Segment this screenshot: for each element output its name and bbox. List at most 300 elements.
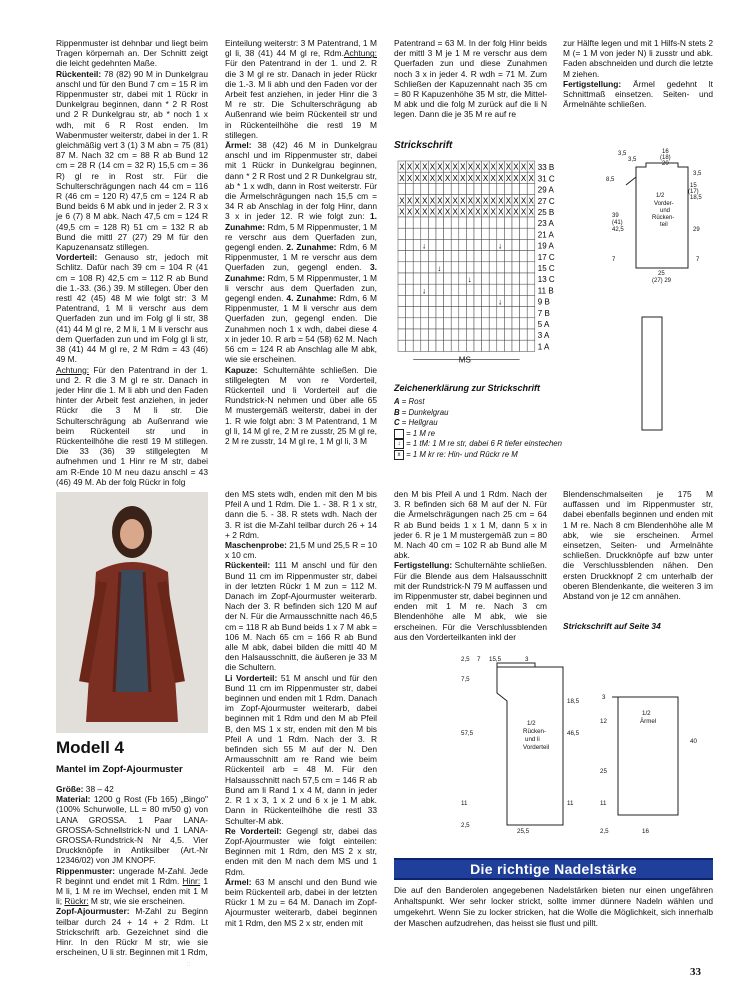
hilfsnadel-text: zur Hälfte legen und mit 1 Hilfs-N stets 2 M (= 1 M von jeder N) li zusstr und abk. Faden abschneiden und durch die letzte M ziehen. bbox=[563, 38, 713, 79]
chart-cell bbox=[512, 251, 520, 262]
legend bbox=[394, 397, 564, 461]
chart-cell bbox=[466, 251, 474, 262]
li-vorderteil-text: 51 M anschl und für den Bund 11 cm im Rippenmuster str, dabei beginnen und enden mit 1 Rdm. Danach im Zopf-Ajourmuster weiterarb, dabei beginnen mit 1 Rdm und den M ab Pfeil B, den MS 1 x str, enden mit den M bis Pfeil A und 1 Rdm. Nach der 3. R befinden sich 55 M auf der N. Den Armausschnitt am re Rand wie beim Rückenteil arb = 48 M. Für den Halsausschnitt nach 57,5 cm = 146 R ab Bund am li Rand 1 x 4 M, dann in jeder 2. R 1 x 3, 1 x 2 und 6 x je 1 M abk. Dann in Rückenteilhöhe die restl 33 Schulter-M abk. bbox=[225, 672, 378, 826]
chart-cell bbox=[520, 329, 528, 340]
arrow-symbol-icon: ↓ bbox=[394, 439, 404, 449]
measurement-label: 3,5 bbox=[628, 157, 637, 163]
measurement-label: 15,5 bbox=[489, 656, 502, 663]
chart-cross-mark: X bbox=[437, 207, 443, 217]
chart-cell bbox=[406, 217, 414, 228]
text-column-1 bbox=[56, 38, 208, 487]
chart-cell bbox=[459, 307, 467, 318]
chart-cell bbox=[406, 273, 414, 284]
chart-row-label: 13 C bbox=[537, 275, 555, 285]
chart-cell bbox=[512, 307, 520, 318]
chart-cell bbox=[436, 251, 444, 262]
chart-cell bbox=[398, 295, 406, 306]
chart-cell bbox=[482, 183, 490, 194]
aermel-text-2: 63 M anschl und den Bund wie beim Rückenteil arb, dabei in der letzten Rückr 1 M zu = 64 M. Danach im Zopf-Ajourmuster weiterarb, dabei beginnen mit 1 Rdm, den MS 2 x str, enden mit bbox=[225, 876, 377, 928]
measurement-label: 29 bbox=[693, 227, 700, 233]
chart-cell bbox=[474, 295, 482, 306]
diagram-3-labels bbox=[461, 656, 580, 835]
chart-cell bbox=[398, 273, 406, 284]
chart-cell bbox=[474, 228, 482, 239]
chart-cross-mark: X bbox=[414, 207, 420, 217]
chart-cell bbox=[406, 251, 414, 262]
empty-box-icon bbox=[394, 429, 404, 439]
chart-cross-mark: X bbox=[498, 207, 504, 217]
rueckr-label: Rückr: bbox=[64, 896, 89, 907]
legend-title: Zeichenerklärung zur Strickschrift bbox=[394, 383, 541, 393]
chart-row-label: 1 A bbox=[537, 342, 550, 352]
chart-cross-mark: X bbox=[444, 162, 451, 172]
chart-cross-mark: X bbox=[490, 207, 496, 217]
chart-cross-mark: X bbox=[467, 196, 474, 206]
measurement-label: 1/2 bbox=[656, 193, 665, 199]
achtung-text-2: Für den Patentrand in der 1. und 2. R die 3 M gl re str. Danach in jeder Rückr die 1.-3. M li abh und den Faden vor der Arbeit fest anziehen, in jeder Hinr die 3 M re str. Die Schulterschrägung ab Außenrand wie beim Rückenteil str und in Rückenteilhöhe die restl 19 M stillegen. bbox=[225, 58, 377, 140]
chart-cell bbox=[527, 295, 535, 306]
chart-cell bbox=[406, 239, 414, 250]
measurement-label: (27) 29 bbox=[652, 278, 672, 284]
chart-cell bbox=[436, 329, 444, 340]
chart-cell bbox=[428, 217, 436, 228]
chart-cell bbox=[504, 228, 512, 239]
chart-cell bbox=[444, 239, 452, 250]
measurement-label: Rücken- bbox=[652, 215, 675, 221]
chart-cell bbox=[474, 262, 482, 273]
legend-item bbox=[394, 450, 564, 461]
chart-cell bbox=[451, 284, 459, 295]
section-label-rueckenteil: Rückenteil: bbox=[56, 68, 102, 79]
chart-cell bbox=[413, 307, 421, 318]
chart-cell bbox=[406, 340, 414, 351]
chart-cell bbox=[466, 307, 474, 318]
chart-cross-mark: X bbox=[482, 207, 489, 217]
chart-cell bbox=[497, 183, 505, 194]
chart-cell bbox=[474, 183, 482, 194]
hinr-label: Hinr: bbox=[182, 875, 201, 886]
chart-cell bbox=[451, 340, 459, 351]
aermel-text: 38 (42) 46 M in Dunkelgrau anschl und im Rippenmuster str, dabei mit 1 Rückr in Dunkelgrau beginnen, dann * 2 R Rost und 2 R Dunkelgrau str, ab * 1 x wdh, dann in Rost weiterstr. Für die Ärmelschrägungen nach 15,5 cm = 34 R ab Anschlag in der folg Hinr, dann 3 x in jeder 12. R wie folgt zun: bbox=[225, 140, 377, 222]
chart-cell bbox=[444, 340, 452, 351]
chart-cross-mark: X bbox=[475, 196, 481, 206]
chart-cell bbox=[451, 329, 459, 340]
maschenprobe-text: 21,5 M und 25,5 R = 10 x 10 cm. bbox=[225, 540, 377, 561]
model-title: Modell 4 bbox=[56, 738, 125, 757]
measurement-label: 25 bbox=[658, 271, 665, 277]
intro-text: Rippenmuster ist dehnbar und liegt beim Tragen körpernah an. Der Schnitt zeigt die leicht gedehnten Maße. bbox=[56, 38, 208, 69]
blende-text: Blendenschmalseiten je 175 M auffassen und im Rippenmuster str, dabei ebenfalls beginnen und enden mit 1 M re. Nach 8 cm Blendenhöhe alle M abk, wie sie erscheinen. Ärmel einsetzen, Seiten- und Ärmelnähte schließen. Druckknöpfe auf bzw unter die Verschlussblenden nähen. Den ersten Druckknopf 2 cm unterhalb der oberen Blendenkante, die weiteren 3 im Abstand von je 12 cm annähen. bbox=[563, 489, 713, 602]
measurement-label: 46,5 bbox=[567, 730, 580, 737]
chart-row-label: 33 B bbox=[537, 163, 555, 173]
chart-cell bbox=[436, 295, 444, 306]
chart-cell bbox=[444, 273, 452, 284]
chart-cell bbox=[466, 228, 474, 239]
chart-cell bbox=[482, 251, 490, 262]
chart-cross-mark: X bbox=[460, 207, 466, 217]
chart-cell bbox=[466, 284, 474, 295]
chart-cross-mark: X bbox=[414, 196, 420, 206]
chart-cross-mark: X bbox=[528, 162, 534, 172]
measurement-label: 8,5 bbox=[606, 177, 615, 183]
chart-cross-mark: X bbox=[406, 196, 413, 206]
chart-cell bbox=[421, 329, 429, 340]
chart-cell bbox=[459, 228, 467, 239]
chart-cell bbox=[398, 340, 406, 351]
measurement-label: 2,5 bbox=[461, 822, 470, 829]
chart-cell bbox=[527, 307, 535, 318]
chart-cell bbox=[444, 262, 452, 273]
chart-cross-mark: X bbox=[505, 173, 512, 183]
chart-cell bbox=[497, 318, 505, 329]
measurement-label: Rücken- bbox=[523, 728, 547, 735]
armhole-line bbox=[626, 177, 636, 268]
measurement-label: 18,5 bbox=[567, 698, 580, 705]
chart-cell bbox=[497, 228, 505, 239]
achtung-label-2: Achtung: bbox=[343, 48, 377, 59]
chart-cell bbox=[436, 340, 444, 351]
measurement-label: 39 bbox=[612, 213, 619, 219]
chart-row-label: 25 B bbox=[537, 208, 555, 217]
chart-cell bbox=[489, 318, 497, 329]
chart-cross-mark: X bbox=[475, 207, 481, 217]
chart-cross-mark: X bbox=[513, 196, 519, 206]
chart-cross-mark: X bbox=[505, 162, 512, 172]
chart-cross-mark: X bbox=[505, 196, 512, 206]
measurement-label: 7 bbox=[612, 257, 616, 263]
measurement-label: 25,5 bbox=[517, 828, 530, 835]
chart-cell bbox=[497, 262, 505, 273]
chart-cell bbox=[421, 295, 429, 306]
chart-cell bbox=[444, 228, 452, 239]
chart-cross-mark: X bbox=[467, 207, 474, 217]
zunahme-2-label: 2. Zunahme: bbox=[286, 242, 337, 253]
legend-text: = 1 tM: 1 M re str, dabei 6 R tiefer einstechen bbox=[404, 439, 562, 449]
chart-cross-mark: X bbox=[482, 162, 489, 172]
chart-cell bbox=[466, 295, 474, 306]
chart-cell bbox=[436, 183, 444, 194]
chart-cell bbox=[413, 251, 421, 262]
chart-row-label: 23 A bbox=[537, 219, 554, 229]
chart-cell bbox=[527, 318, 535, 329]
schnitt-diagram-mantel bbox=[455, 655, 585, 840]
chart-cell bbox=[474, 239, 482, 250]
chart-row-label: 7 B bbox=[537, 308, 550, 318]
chart-cell bbox=[512, 295, 520, 306]
chart-cell bbox=[413, 183, 421, 194]
chart-cell bbox=[497, 284, 505, 295]
measurement-label: 16 bbox=[642, 828, 649, 835]
text-column-2 bbox=[225, 38, 377, 470]
achtung-text: Für den Patentrand in der 1. und 2. R die 3 M gl re str. Danach in jeder Hinr die 1. M li abh und den Faden hinter der Arbeit fest anziehen, in jeder Rückr die 3 M li str. Die Schulterschrägung ab Außenrand wie beim Rückenteil str und in Rückenteilhöhe die restl 19 M stillegen. Die 33 (36) 39 stillgelegten M aufnehmen und 1 Hinr re M str, dabei am R-Ende 10 M neu dazu anschl = 43 (46) 49 M. Ab der folg Rückr in folg bbox=[56, 364, 208, 487]
model-photo bbox=[56, 492, 208, 733]
zunahme-4-text: Rdm, 6 M Rippenmuster, 1 M li verschr aus dem Querfaden zun, gegengl enden. Die Zunahmen noch 1 x wdh, dabei diese 4 x in jeder 10. R arb = 54 (58) 62 M. Nach 56 cm = 124 R ab Anschlag alle M abk, wie sie erscheinen. bbox=[225, 293, 378, 365]
chart-cell bbox=[451, 239, 459, 250]
measurement-label: 20 bbox=[662, 161, 669, 167]
chart-cell bbox=[413, 239, 421, 250]
chart-cross-mark: X bbox=[437, 162, 443, 172]
kapuze-text: Schulternähte schließen. Die stillgelegten M von re Vorderteil, Rückenteil und li Vorderteil auf die Rundstrick-N nehmen und über alle 65 M mustergemäß weiterstr, dabei in der 1. R wie folgt abn: 3 M Patentrand, 1 M gl li, 14 M gl re, 2 M re zusstr, 25 M gl re, 2 M re zusstr, 14 M gl re, 1 M gl li, 3 M bbox=[225, 364, 377, 446]
ms-text: den MS stets wdh, enden mit den M bis Pfeil A und 1 Rdm. Die 1. - 38. R 1 x str, dann die 5. - 38. R stets wdh. Nach der 3. R ist die M-Zahl teilbar durch 26 + 14 + 2 Rdm. bbox=[225, 489, 377, 540]
zunahme-3-label: 3. Zunahme: bbox=[225, 262, 377, 283]
chart-cell bbox=[406, 183, 414, 194]
chart-cell bbox=[512, 273, 520, 284]
chart-cell bbox=[482, 239, 490, 250]
rueckenteil-label-2: Rückenteil: bbox=[225, 560, 271, 571]
zunahme-3-text: Rdm, 5 M Rippenmuster, 1 M li verschr aus dem Querfaden zun, gegengl enden. bbox=[225, 272, 377, 304]
folio-mark: :: bbox=[187, 962, 191, 968]
chart-cross-mark: X bbox=[452, 196, 458, 206]
legend-item bbox=[394, 439, 564, 450]
aermel-text-cont: den M bis Pfeil A und 1 Rdm. Nach der 3. R befinden sich 68 M auf der N. Für die Ärmelschrägungen nach 25 cm = 64 R ab Bund beids 1 x 1 M, dann 5 x in jeder 6. R je 1 M mustergemäß zun = 80 M. Nach 40 cm = 102 R ab Bund alle M abk. bbox=[394, 489, 547, 561]
strickschrift-grid bbox=[394, 155, 564, 375]
chart-cell bbox=[398, 318, 406, 329]
chart-cell bbox=[451, 228, 459, 239]
chart-cell bbox=[489, 217, 497, 228]
chart-cell bbox=[489, 251, 497, 262]
rueckenteil-text-2: 111 M anschl und für den Bund 11 cm im Rippenmuster str, dabei in der letzten Rückr 1 M zun = 112 M. Danach im Zopf-Ajourmuster weiterarb. Nach der 3. R befinden sich 120 M auf der N. Für die Armausschnitte nach 46,5 cm = 118 R ab Bund beids 1 x 7 M abk = 106 M. Nach 65 cm = 166 R ab Bund alle M abk, dabei bilden die mittl 40 M den Halsausschnitt, die äußeren je 33 M die Schultern. bbox=[225, 560, 377, 673]
chart-cell bbox=[428, 262, 436, 273]
legend-item bbox=[394, 408, 564, 419]
chart-cross-mark: X bbox=[399, 207, 405, 217]
chart-cell bbox=[482, 228, 490, 239]
rippen-text: ungerade M-Zahl. Jede R beginnt und endet mit 1 Rdm. bbox=[56, 865, 208, 886]
chart-cross-mark: X bbox=[406, 162, 413, 172]
measurement-label: 7 bbox=[477, 656, 481, 663]
li-vorderteil-label: Li Vorderteil: bbox=[225, 672, 278, 683]
chart-cell bbox=[497, 340, 505, 351]
chart-cell bbox=[504, 217, 512, 228]
chart-cell bbox=[474, 217, 482, 228]
chart-cross-mark: X bbox=[399, 162, 405, 172]
chart-row-label: 15 C bbox=[537, 264, 555, 273]
chart-row-label: 3 A bbox=[537, 331, 550, 341]
chart-cell bbox=[406, 318, 414, 329]
modell-4-block bbox=[56, 736, 208, 958]
chart-cross-mark: X bbox=[475, 173, 481, 183]
chart-cell bbox=[504, 340, 512, 351]
chart-cell bbox=[466, 329, 474, 340]
text-column-3 bbox=[394, 38, 547, 134]
chart-cell bbox=[428, 251, 436, 262]
chart-cell bbox=[504, 307, 512, 318]
chart-cell bbox=[436, 217, 444, 228]
chart-row-label: 11 B bbox=[537, 286, 554, 296]
legend-key: A bbox=[394, 397, 400, 406]
material-text: 1200 g Rost (Fb 165) „Bingo" (100% Schurwolle, LL = 80 m/50 g) von LANA GROSSA. 1 Paar LANA-GROSSA-Schnellstrick-N und 1 LANA-GROSSA-Rundstrick-N Nr 4,5. Vier Druckknöpfe in Antiksilber (Art.-Nr 12346/02) von JM KNOPF. bbox=[56, 794, 208, 866]
einteilung-text: Einteilung weiterstr: 3 M Patentrand, 1 M gl li, 38 (41) 44 M gl re, Rdm. bbox=[225, 38, 377, 59]
chart-cross-mark: X bbox=[452, 162, 458, 172]
legend-text: = 1 M kr re: Hin- und Rückr re M bbox=[404, 450, 518, 460]
chart-cross-mark: X bbox=[437, 173, 443, 183]
chart-cell bbox=[474, 329, 482, 340]
zunahme-4-label: 4. Zunahme: bbox=[286, 293, 337, 304]
chart-cell bbox=[489, 239, 497, 250]
chart-cross-mark: X bbox=[513, 207, 519, 217]
chart-cell bbox=[451, 183, 459, 194]
chart-cell bbox=[444, 329, 452, 340]
chart-cell bbox=[421, 217, 429, 228]
chart-cell bbox=[398, 307, 406, 318]
measurement-label: 18,5 bbox=[690, 195, 702, 201]
chart-cross-mark: X bbox=[422, 207, 428, 217]
chart-cell bbox=[527, 239, 535, 250]
groesse-label: Größe: bbox=[56, 784, 84, 794]
chart-cross-mark: X bbox=[444, 196, 451, 206]
chart-cell bbox=[428, 307, 436, 318]
chart-cell bbox=[459, 329, 467, 340]
chart-cell bbox=[428, 318, 436, 329]
text-column-5 bbox=[225, 489, 377, 941]
chart-cell bbox=[527, 273, 535, 284]
chart-cell bbox=[421, 273, 429, 284]
chart-cell bbox=[520, 307, 528, 318]
chart-cell bbox=[406, 329, 414, 340]
chart-cross-mark: X bbox=[467, 173, 474, 183]
measurement-label: 11 bbox=[567, 800, 574, 807]
measurement-label: 16 bbox=[662, 149, 669, 155]
chart-cell bbox=[527, 228, 535, 239]
chart-cross-mark: X bbox=[452, 207, 458, 217]
chart-cell bbox=[520, 217, 528, 228]
chart-cell bbox=[482, 284, 490, 295]
chart-cell bbox=[504, 183, 512, 194]
chart-cell bbox=[512, 262, 520, 273]
chart-cell bbox=[413, 217, 421, 228]
schnitt-diagram-koerper bbox=[590, 145, 715, 455]
chart-row-label: 29 A bbox=[537, 185, 554, 195]
chart-cell bbox=[482, 318, 490, 329]
vorderteil-text: Genauso str, jedoch mit Schlitz. Dafür nach 39 cm = 104 R (41 cm = 108 R) 42,5 cm = 112 R ab Bund die 1.-33. (36.) 39. M stillegen. Über den restl 42 (45) 48 M wie folgt str: 3 M Patentrand, 1 M li verschr aus dem Querfaden zun und im Folg gl li str, 38 (41) 44 M gl re, 2 M li, 1 M li verschr aus dem Querfaden zun und im Folg gl li str, 38 (41) 44 M gl re, 2 M Rdm = 43 (46) 49 M. bbox=[56, 252, 208, 365]
chart-cell bbox=[406, 295, 414, 306]
chart-cell bbox=[482, 329, 490, 340]
chart-cell bbox=[413, 262, 421, 273]
sleeve-outline bbox=[642, 317, 662, 430]
chart-cell bbox=[451, 295, 459, 306]
chart-cell bbox=[474, 307, 482, 318]
chart-cell bbox=[512, 318, 520, 329]
chart-cell bbox=[413, 228, 421, 239]
fertigstellung-label-2: Fertigstellung: bbox=[394, 560, 453, 571]
measurement-label: 7 bbox=[696, 257, 700, 263]
chart-cell bbox=[428, 284, 436, 295]
measurement-label: 25 bbox=[600, 768, 607, 775]
measurement-label: (41) bbox=[612, 220, 623, 226]
legend-item bbox=[394, 397, 564, 408]
chart-cell bbox=[436, 318, 444, 329]
chart-cell bbox=[444, 307, 452, 318]
chart-cell bbox=[466, 183, 474, 194]
chart-cell bbox=[428, 295, 436, 306]
arrow-down-icon: ↓ bbox=[498, 297, 502, 307]
section-label-vorderteil: Vorderteil: bbox=[56, 252, 98, 263]
chart-cell bbox=[520, 262, 528, 273]
legend-text: = Hellgrau bbox=[399, 418, 438, 428]
chart-cell bbox=[398, 183, 406, 194]
chart-cross-mark: X bbox=[475, 162, 481, 172]
measurement-label: 12 bbox=[600, 718, 607, 725]
section-label-kapuze: Kapuze: bbox=[225, 364, 258, 375]
chart-cross-mark: X bbox=[498, 173, 504, 183]
chart-cell bbox=[489, 307, 497, 318]
legend-key: B bbox=[394, 407, 400, 417]
chart-cell bbox=[413, 273, 421, 284]
rippen-text-3: M str, wie sie erscheinen. bbox=[88, 896, 185, 907]
chart-cell bbox=[497, 217, 505, 228]
legend-item bbox=[394, 429, 564, 440]
schnitt-diagram-mantel-aermel bbox=[598, 685, 708, 840]
chart-cell bbox=[459, 284, 467, 295]
chart-cell bbox=[451, 318, 459, 329]
chart-cross-mark: X bbox=[520, 173, 527, 183]
chart-cross-mark: X bbox=[513, 173, 519, 183]
arrow-down-icon: ↓ bbox=[437, 264, 442, 273]
chart-cross-mark: X bbox=[414, 162, 420, 172]
chart-cell bbox=[489, 329, 497, 340]
chart-cross-mark: X bbox=[422, 196, 428, 206]
chart-cross-mark: X bbox=[460, 162, 466, 172]
chart-cross-mark: X bbox=[444, 207, 451, 217]
chart-cell bbox=[444, 183, 452, 194]
chart-cross-mark: X bbox=[498, 196, 504, 206]
chart-cross-mark: X bbox=[452, 173, 458, 183]
chart-cell bbox=[451, 251, 459, 262]
chart-cell bbox=[482, 273, 490, 284]
chart-cross-mark: X bbox=[399, 196, 405, 206]
chart-cell bbox=[512, 340, 520, 351]
strickschrift-title: Strickschrift bbox=[394, 140, 453, 151]
measurement-label: 1/2 bbox=[527, 720, 536, 727]
chart-cell bbox=[436, 284, 444, 295]
chart-cell bbox=[459, 273, 467, 284]
measurement-label: Vorderteil bbox=[523, 744, 550, 751]
chart-cross-mark: X bbox=[490, 162, 496, 172]
fertigstellung-text-2: Schulternähte schließen. Für die Blende aus dem Halsausschnitt mit der Rundstrick-N 79 M auffassen und im Rippenmuster str, dabei beginnen und enden mit 1 M re. Nach 3 cm Blendenhöhe alle M abk, wie sie erscheinen. Für die Verschlussblenden aus den Vorderteilkanten inkl der bbox=[394, 560, 547, 642]
zopf-text: M-Zahl zu Beginn teilbar durch 24 + 14 + 2 Rdm. Lt Strickschrift arb. Gezeichnet sind die Hinr. In den Rückr M str, wie sie erscheinen, U li str. Beginnen mit 1 Rdm, bbox=[56, 906, 208, 958]
measurement-label: 15 bbox=[690, 183, 697, 189]
chart-cell bbox=[497, 273, 505, 284]
chart-cross-mark: X bbox=[482, 173, 489, 183]
chart-cell bbox=[474, 340, 482, 351]
page-number: 33 bbox=[690, 966, 701, 978]
re-vorderteil-label: Re Vorderteil: bbox=[225, 825, 282, 836]
chart-cell bbox=[444, 318, 452, 329]
chart-cell bbox=[451, 217, 459, 228]
text-column-7 bbox=[563, 489, 713, 639]
chart-cell bbox=[512, 239, 520, 250]
chart-cross-mark: X bbox=[460, 196, 466, 206]
chart-cross-mark: X bbox=[460, 173, 466, 183]
chart-cell bbox=[466, 340, 474, 351]
zunahme-1-text: Rdm, 5 M Rippenmuster, 1 M re verschr aus dem Querfaden zun, gegengl enden. bbox=[225, 221, 377, 253]
chart-cell bbox=[520, 284, 528, 295]
chart-row-label: 17 C bbox=[537, 252, 555, 262]
chart-cross-mark: X bbox=[528, 207, 534, 217]
chart-cell bbox=[504, 329, 512, 340]
chart-cross-mark: X bbox=[520, 196, 527, 206]
chart-cell bbox=[520, 239, 528, 250]
rippen-label: Rippenmuster: bbox=[56, 865, 116, 876]
chart-cell bbox=[527, 329, 535, 340]
legend-item bbox=[394, 418, 564, 429]
chart-cell bbox=[466, 318, 474, 329]
chart-cell bbox=[459, 239, 467, 250]
measurement-label: (17) bbox=[688, 189, 699, 195]
chart-cell bbox=[466, 217, 474, 228]
chart-cell bbox=[489, 273, 497, 284]
chart-cell bbox=[398, 329, 406, 340]
measurement-label: und li bbox=[525, 736, 540, 743]
